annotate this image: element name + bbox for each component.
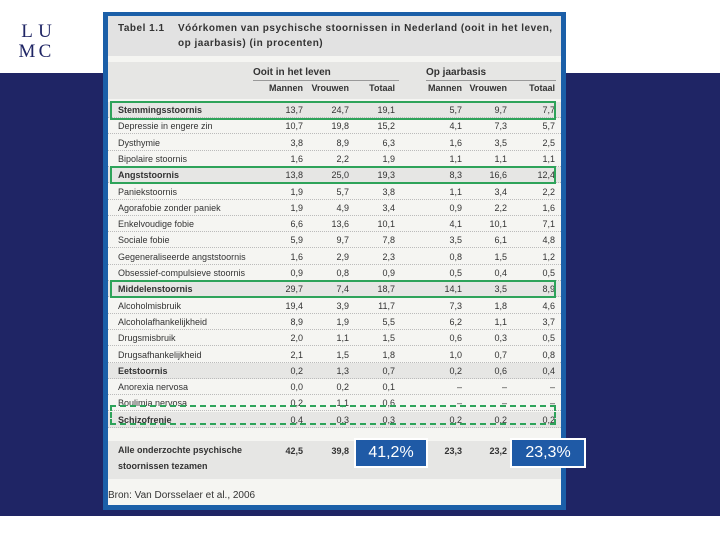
row-value: 3,5 xyxy=(449,235,462,246)
row-value: 29,7 xyxy=(285,284,303,295)
row-value: 8,9 xyxy=(336,137,349,148)
row-value: 0,8 xyxy=(449,251,462,262)
row-value: 1,8 xyxy=(494,300,507,311)
row-label: Bipolaire stoornis xyxy=(118,153,188,164)
logo-letter: C xyxy=(38,41,52,62)
callout-annual-total: 23,3% xyxy=(510,438,586,468)
table-row xyxy=(108,200,561,216)
row-label: Drugsafhankelijkheid xyxy=(118,349,202,360)
table-row xyxy=(108,118,561,134)
row-value: 1,1 xyxy=(449,186,462,197)
row-value: 1,1 xyxy=(494,316,507,327)
row-value: 0,9 xyxy=(449,202,462,213)
row-value: 6,3 xyxy=(382,137,395,148)
row-value: 1,9 xyxy=(290,202,303,213)
row-value: 1,1 xyxy=(336,333,349,344)
row-value: 1,5 xyxy=(382,333,395,344)
row-value: 12,4 xyxy=(537,170,555,181)
table-row xyxy=(108,249,561,265)
row-value: 4,9 xyxy=(336,202,349,213)
table-title-continued: op jaarbasis) (in procenten) xyxy=(178,38,324,49)
row-value: 18,7 xyxy=(377,284,395,295)
table-title-bar xyxy=(108,16,561,56)
row-value: 1,9 xyxy=(382,153,395,164)
table-row xyxy=(108,314,561,330)
table-row xyxy=(108,330,561,346)
row-value: 0,5 xyxy=(449,268,462,278)
row-value: 0,1 xyxy=(382,382,395,393)
row-value: 4,1 xyxy=(449,219,462,230)
row-value: 1,6 xyxy=(290,251,303,262)
row-value: 16,6 xyxy=(489,170,507,181)
row-value: 1,6 xyxy=(449,137,462,148)
row-value: 3,5 xyxy=(494,137,507,148)
row-value: 3,4 xyxy=(494,186,507,197)
lumc-logo xyxy=(18,22,54,62)
row-label: Enkelvoudige fobie xyxy=(118,219,195,230)
table-document xyxy=(108,16,561,505)
row-label: Sociale fobie xyxy=(118,235,170,246)
row-value: – xyxy=(456,382,462,393)
row-value: 13,6 xyxy=(331,219,349,230)
row-value: 5,9 xyxy=(290,235,303,246)
row-value: 3,8 xyxy=(382,186,395,197)
row-value: – xyxy=(456,398,462,409)
total-value: 23,2 xyxy=(489,446,507,456)
row-value: – xyxy=(501,398,507,409)
row-value: 1,2 xyxy=(542,251,555,262)
row-value: 1,1 xyxy=(449,153,462,164)
row-value: 0,3 xyxy=(336,414,349,425)
row-label: Stemmingsstoornis xyxy=(118,105,203,115)
row-value: 15,2 xyxy=(377,121,395,132)
row-value: 2,0 xyxy=(290,333,303,344)
group-divider xyxy=(426,80,556,81)
row-value: 10,1 xyxy=(489,219,507,230)
total-label-continued: stoornissen tezamen xyxy=(118,461,208,471)
row-value: 7,3 xyxy=(449,300,462,311)
row-value: 1,0 xyxy=(449,349,462,360)
highlight-stemmingsstoornis xyxy=(110,101,556,120)
table-row xyxy=(108,298,561,314)
row-value: 19,1 xyxy=(377,105,395,115)
row-value: 0,2 xyxy=(290,365,303,376)
row-value: 14,1 xyxy=(444,284,462,295)
row-value: 0,3 xyxy=(494,333,507,344)
table-row xyxy=(108,135,561,151)
row-value: 2,3 xyxy=(382,251,395,262)
row-value: 0,5 xyxy=(542,333,555,344)
row-value: 1,6 xyxy=(542,202,555,213)
row-value: 1,5 xyxy=(336,349,349,360)
row-label: Agorafobie zonder paniek xyxy=(118,202,221,213)
row-value: 3,9 xyxy=(336,300,349,311)
row-value: 1,3 xyxy=(336,365,349,376)
row-value: 7,1 xyxy=(542,219,555,230)
row-label: Alcoholmisbruik xyxy=(118,300,182,311)
row-value: 1,5 xyxy=(494,251,507,262)
row-value: 0,4 xyxy=(290,414,303,425)
row-value: 1,1 xyxy=(542,153,555,164)
table-number: Tabel 1.1 xyxy=(118,23,165,34)
row-value: 5,7 xyxy=(542,121,555,132)
row-value: 0,8 xyxy=(542,349,555,360)
row-value: 0,2 xyxy=(542,414,555,425)
row-value: 13,7 xyxy=(285,105,303,115)
row-value: 1,1 xyxy=(494,153,507,164)
total-value: 23,3 xyxy=(444,446,462,456)
row-value: 0,4 xyxy=(494,268,507,278)
row-value: 7,8 xyxy=(382,235,395,246)
highlight-schizofrenie xyxy=(110,405,556,425)
row-value: 6,6 xyxy=(290,219,303,230)
row-value: 19,4 xyxy=(285,300,303,311)
row-value: 0,6 xyxy=(382,398,395,409)
row-value: 1,8 xyxy=(382,349,395,360)
row-label: Angststoornis xyxy=(118,170,180,181)
row-value: 24,7 xyxy=(331,105,349,115)
table-row xyxy=(108,379,561,395)
row-value: 0,8 xyxy=(336,268,349,278)
total-label: Alle onderzochte psychische xyxy=(118,445,243,455)
table-row xyxy=(108,265,561,281)
table-row xyxy=(108,347,561,363)
row-label: Anorexia nervosa xyxy=(118,382,189,393)
row-value: 5,7 xyxy=(336,186,349,197)
row-value: 0,2 xyxy=(449,414,462,425)
group-header-lifetime: Ooit in het leven xyxy=(253,67,331,78)
row-value: 8,3 xyxy=(449,170,462,181)
row-value: 5,7 xyxy=(449,105,462,115)
row-label: Drugsmisbruik xyxy=(118,333,176,344)
row-value: 6,2 xyxy=(449,316,462,327)
row-value: 13,8 xyxy=(285,170,303,181)
row-value: 7,7 xyxy=(542,105,555,115)
row-value: 4,6 xyxy=(542,300,555,311)
row-value: 9,7 xyxy=(336,235,349,246)
row-value: 1,6 xyxy=(290,153,303,164)
total-value: 42,5 xyxy=(285,446,303,456)
row-label: Depressie in engere zin xyxy=(118,121,213,132)
highlight-angststoornis xyxy=(110,166,556,184)
row-value: 0,9 xyxy=(382,268,395,278)
row-label: Alcoholafhankelijkheid xyxy=(118,316,208,327)
table-row xyxy=(108,363,561,379)
table-row xyxy=(108,216,561,232)
row-value: 25,0 xyxy=(331,170,349,181)
row-label: Boulimia nervosa xyxy=(118,398,188,409)
row-value: 2,5 xyxy=(542,137,555,148)
row-value: 0,2 xyxy=(290,398,303,409)
row-value: 2,1 xyxy=(290,349,303,360)
total-value: 39,8 xyxy=(331,446,349,456)
row-value: 19,3 xyxy=(377,170,395,181)
row-value: 10,1 xyxy=(377,219,395,230)
row-value: 1,9 xyxy=(290,186,303,197)
row-value: – xyxy=(501,382,507,393)
row-value: 0,2 xyxy=(449,365,462,376)
row-value: 2,2 xyxy=(336,153,349,164)
row-label: Eetstoornis xyxy=(118,365,168,376)
row-value: 0,4 xyxy=(542,365,555,376)
row-value: 0,7 xyxy=(382,365,395,376)
row-label: Gegeneraliseerde angststoornis xyxy=(118,251,246,262)
row-value: 0,7 xyxy=(494,349,507,360)
table-title: Vóórkomen van psychische stoornissen in Nederland (ooit in het leven, xyxy=(178,23,553,34)
row-value: 0,9 xyxy=(290,268,303,278)
row-value: 0,6 xyxy=(449,333,462,344)
row-value: 0,5 xyxy=(542,268,555,278)
row-value: 5,5 xyxy=(382,316,395,327)
logo-letter: L xyxy=(21,21,33,42)
row-value: – xyxy=(549,398,555,409)
callout-lifetime-total: 41,2% xyxy=(354,438,428,468)
table-row xyxy=(108,184,561,200)
logo-letter: U xyxy=(38,21,52,42)
column-header: Vrouwen xyxy=(469,83,507,93)
row-value: 7,3 xyxy=(494,121,507,132)
row-value: 7,4 xyxy=(336,284,349,295)
row-value: 2,2 xyxy=(542,186,555,197)
row-value: 8,9 xyxy=(290,316,303,327)
table-row xyxy=(108,151,561,167)
row-label: Middelenstoornis xyxy=(118,284,193,295)
row-value: – xyxy=(549,382,555,393)
logo-letter: M xyxy=(18,41,36,62)
column-header: Totaal xyxy=(369,83,395,93)
row-value: 0,2 xyxy=(336,382,349,393)
table-row xyxy=(108,232,561,248)
row-value: 0,6 xyxy=(494,365,507,376)
row-value: 2,2 xyxy=(494,202,507,213)
row-value: 11,7 xyxy=(378,300,395,311)
group-divider xyxy=(253,80,399,81)
row-value: 3,8 xyxy=(290,137,303,148)
row-value: 9,7 xyxy=(494,105,507,115)
row-value: 2,9 xyxy=(336,251,349,262)
column-header: Vrouwen xyxy=(311,83,349,93)
highlight-middelenstoornis xyxy=(110,280,556,298)
column-header: Mannen xyxy=(427,83,462,93)
column-header: Totaal xyxy=(529,83,555,93)
row-value: 4,8 xyxy=(542,235,555,246)
row-value: 1,1 xyxy=(336,398,349,409)
row-value: 0,3 xyxy=(382,414,395,425)
row-value: 3,7 xyxy=(542,316,555,327)
row-value: 10,7 xyxy=(285,121,303,132)
row-label: Paniekstoornis xyxy=(118,186,178,197)
group-header-annual: Op jaarbasis xyxy=(426,67,487,78)
row-value: 8,9 xyxy=(542,284,555,295)
column-header: Mannen xyxy=(268,83,303,93)
row-value: 6,1 xyxy=(494,235,507,246)
row-value: 0,2 xyxy=(494,414,507,425)
row-value: 4,1 xyxy=(449,121,462,132)
row-value: 0,0 xyxy=(290,382,303,393)
row-label: Schizofrenie xyxy=(118,414,172,425)
row-value: 1,9 xyxy=(336,316,349,327)
row-value: 19,8 xyxy=(331,121,349,132)
row-value: 3,4 xyxy=(382,202,395,213)
source-note: Bron: Van Dorsselaer et al., 2006 xyxy=(108,490,256,501)
row-label: Obsessief-compulsieve stoornis xyxy=(118,268,246,278)
row-value: 3,5 xyxy=(494,284,507,295)
row-label: Dysthymie xyxy=(118,137,161,148)
